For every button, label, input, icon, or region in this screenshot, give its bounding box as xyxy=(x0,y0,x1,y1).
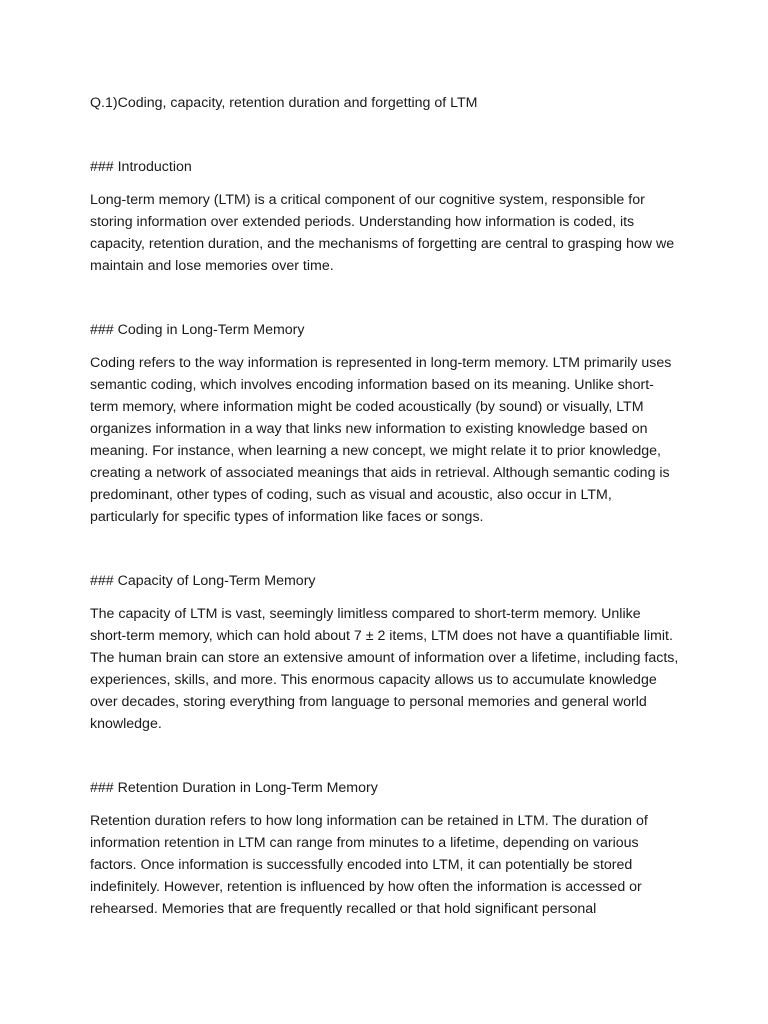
section-heading-introduction: ### Introduction xyxy=(90,159,192,175)
section-body-coding: Coding refers to the way information is represented in long-term memory. LTM primarily uses semantic coding, which involves encoding information based on its meaning. Unlike short-term memory, where information might be coded acoustically (by sound) or visually, LTM organizes information in a way that links new information to existing knowledge based on meaning. For instance, when learning a new concept, we might relate it to prior knowledge, creating a network of associated meanings that aids in retrieval. Although semantic coding is predominant, other types of coding, such as visual and acoustic, also occur in LTM, particularly for specific types of information like faces or songs. xyxy=(90,355,672,525)
section-heading-retention: ### Retention Duration in Long-Term Memory xyxy=(90,780,378,796)
section-body-retention: Retention duration refers to how long information can be retained in LTM. The duration of information retention in LTM can range from minutes to a lifetime, depending on various factors. Once information is successfully encoded into LTM, it can potentially be stored indefinitely. However, retention is influenced by how often the information is accessed or rehearsed. Memories that are frequently recalled or that hold significant personal xyxy=(90,813,648,917)
section-body-capacity: The capacity of LTM is vast, seemingly limitless compared to short-term memory. Unlike short-term memory, which can hold about 7 ± 2 items, LTM does not have a quantifiable limit. The human brain can store an extensive amount of information over a lifetime, including facts, experiences, skills, and more. This enormous capacity allows us to accumulate knowledge over decades, storing everything from language to personal memories and general world knowledge. xyxy=(90,606,679,732)
document-page xyxy=(90,92,680,920)
document-title: Q.1)Coding, capacity, retention duration and forgetting of LTM xyxy=(90,95,478,111)
section-body-introduction: Long-term memory (LTM) is a critical component of our cognitive system, responsible for storing information over extended periods. Understanding how information is coded, its capacity, retention duration, and the mechanisms of forgetting are central to grasping how we maintain and lose memories over time. xyxy=(90,192,675,274)
section-heading-capacity: ### Capacity of Long-Term Memory xyxy=(90,573,316,589)
section-heading-coding: ### Coding in Long-Term Memory xyxy=(90,322,305,338)
